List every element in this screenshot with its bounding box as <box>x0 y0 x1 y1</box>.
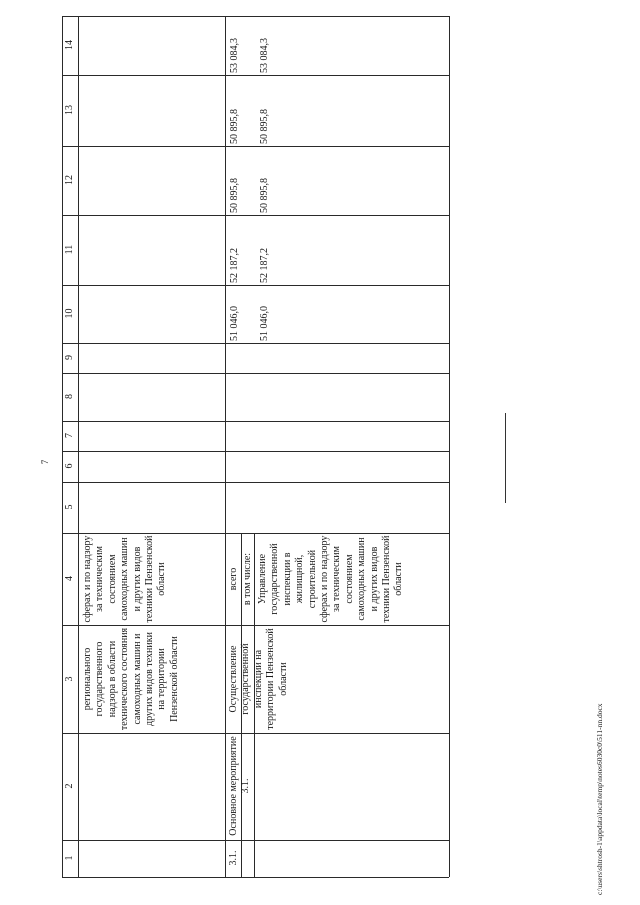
col-header-13: 13 <box>64 105 75 115</box>
continued-text-col3: регионального государственного надзора в области технического состояния самоходных машин и других видов техники на территории Пензенской области <box>82 627 180 731</box>
col-header-5: 5 <box>64 504 75 510</box>
exec-value-col11: 52 187,2 <box>259 248 270 283</box>
table-border <box>62 16 449 17</box>
exec-value-col12: 50 895,8 <box>259 178 270 213</box>
col-header-9: 9 <box>64 355 75 360</box>
executor-name: Управление государственной инспекции в жилищной, строительной сферах и по надзору за техническим состоянием самоходных машин и других видов техники Пензенской области <box>257 535 405 623</box>
exec-value-col14: 53 084,3 <box>259 38 270 73</box>
total-value-col10: 51 046,0 <box>229 306 240 341</box>
total-value-col11: 52 187,2 <box>229 248 240 283</box>
col-header-1: 1 <box>64 855 75 861</box>
col-header-11: 11 <box>64 244 75 255</box>
col-header-7: 7 <box>64 433 75 438</box>
total-value-col12: 50 895,8 <box>229 178 240 213</box>
col-divider <box>62 75 449 76</box>
total-label: всего <box>228 567 239 591</box>
col-header-6: 6 <box>64 463 75 469</box>
col-divider <box>62 215 449 216</box>
col-divider <box>62 533 449 534</box>
page-number: 7 <box>40 459 50 465</box>
including-label: в том числе: <box>242 552 253 606</box>
total-value-col14: 53 084,3 <box>229 38 240 73</box>
col-divider <box>62 482 449 483</box>
event-description: Осуществление государственной инспекции на территории Пензенской области <box>228 628 289 730</box>
col-divider <box>62 840 449 841</box>
col-header-4: 4 <box>64 576 75 581</box>
col-header-3: 3 <box>64 676 75 682</box>
col-header-12: 12 <box>64 175 75 185</box>
col-divider <box>62 373 449 374</box>
exec-value-col10: 51 046,0 <box>259 306 270 341</box>
exec-value-col13: 50 895,8 <box>259 109 270 144</box>
col-header-14: 14 <box>64 40 75 50</box>
col-header-8: 8 <box>64 394 75 399</box>
col-divider <box>62 421 449 422</box>
table-border <box>449 16 450 877</box>
col-header-2: 2 <box>64 783 75 789</box>
main-event-label: Основное мероприятие 3.1. <box>228 736 252 836</box>
footer-file-path: c:\users\shtrosh-1\appdata\local\temp\notes6030c0\511-nn.docx <box>595 703 604 895</box>
separator-line <box>505 413 506 503</box>
col-header-10: 10 <box>64 308 75 319</box>
col-divider <box>62 451 449 452</box>
total-value-col13: 50 895,8 <box>229 109 240 144</box>
row-number: 3.1. <box>228 850 239 866</box>
table-border <box>62 877 449 878</box>
col-divider <box>62 285 449 286</box>
col-divider <box>62 625 449 626</box>
col-divider <box>62 146 449 147</box>
continued-text-col4: сферах и по надзору за техническим состоянием самоходных машин и других видов техники Пензенской области <box>82 535 168 623</box>
col-divider <box>62 343 449 344</box>
